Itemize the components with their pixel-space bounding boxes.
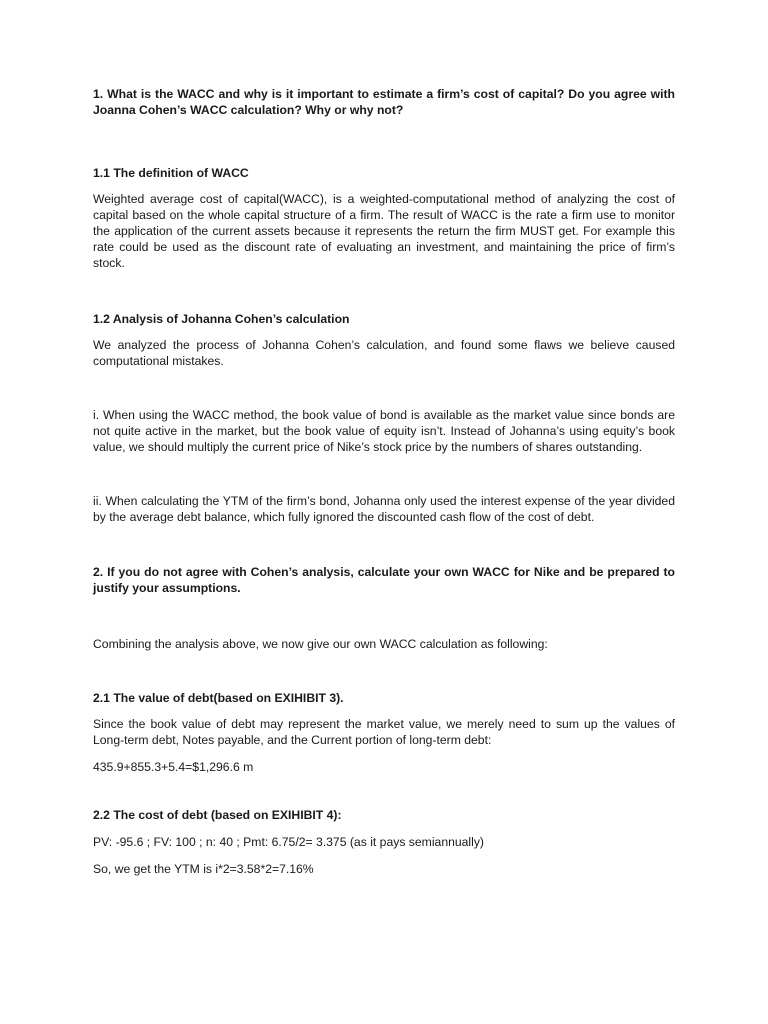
question-2: 2. If you do not agree with Cohen’s analysis, calculate your own WACC for Nike and be prepared to justify your assumptions.: [93, 565, 675, 595]
debt-value-equation: 435.9+855.3+5.4=$1,296.6 m: [93, 760, 254, 774]
section-1-2-intro: We analyzed the process of Johanna Cohen’s calculation, and found some flaws we believe caused computational mistakes.: [93, 338, 675, 368]
question-2-intro: Combining the analysis above, we now give our own WACC calculation as following:: [93, 637, 548, 651]
cost-of-debt-inputs: PV: -95.6 ; FV: 100 ; n: 40 ; Pmt: 6.75/2= 3.375 (as it pays semiannually): [93, 835, 484, 849]
section-1-2-heading: 1.2 Analysis of Johanna Cohen’s calculation: [93, 312, 350, 326]
analysis-point-ii: ii. When calculating the YTM of the firm’s bond, Johanna only used the interest expense of the year divided by the average debt balance, which fully ignored the discounted cash flow of the cost of debt.: [93, 494, 675, 524]
section-2-2-heading: 2.2 The cost of debt (based on EXIHIBIT 4):: [93, 808, 342, 822]
analysis-point-i: i. When using the WACC method, the book value of bond is available as the market value since bonds are not quite active in the market, but the book value of equity isn’t. Instead of Johanna’s using equity’s book value, we should multiply the current price of Nike’s stock price by the numbers of shares outstanding.: [93, 408, 675, 454]
section-2-1-heading: 2.1 The value of debt(based on EXIHIBIT 3).: [93, 691, 344, 705]
section-1-1-body: Weighted average cost of capital(WACC), is a weighted-computational method of analyzing the cost of capital based on the whole capital structure of a firm. The result of WACC is the rate a firm use to monitor the application of the current assets because it represents the return the firm MUST get. For example this rate could be used as the discount rate of evaluating an investment, and maintaining the price of firm’s stock.: [93, 192, 675, 270]
question-1: 1. What is the WACC and why is it important to estimate a firm’s cost of capital? Do you agree with Joanna Cohen’s WACC calculation? Why or why not?: [93, 87, 675, 117]
ytm-result: So, we get the YTM is i*2=3.58*2=7.16%: [93, 862, 314, 876]
document-page: [93, 86, 675, 877]
section-2-1-body: Since the book value of debt may represent the market value, we merely need to sum up the values of Long-term debt, Notes payable, and the Current portion of long-term debt:: [93, 717, 675, 747]
section-1-1-heading: 1.1 The definition of WACC: [93, 166, 249, 180]
